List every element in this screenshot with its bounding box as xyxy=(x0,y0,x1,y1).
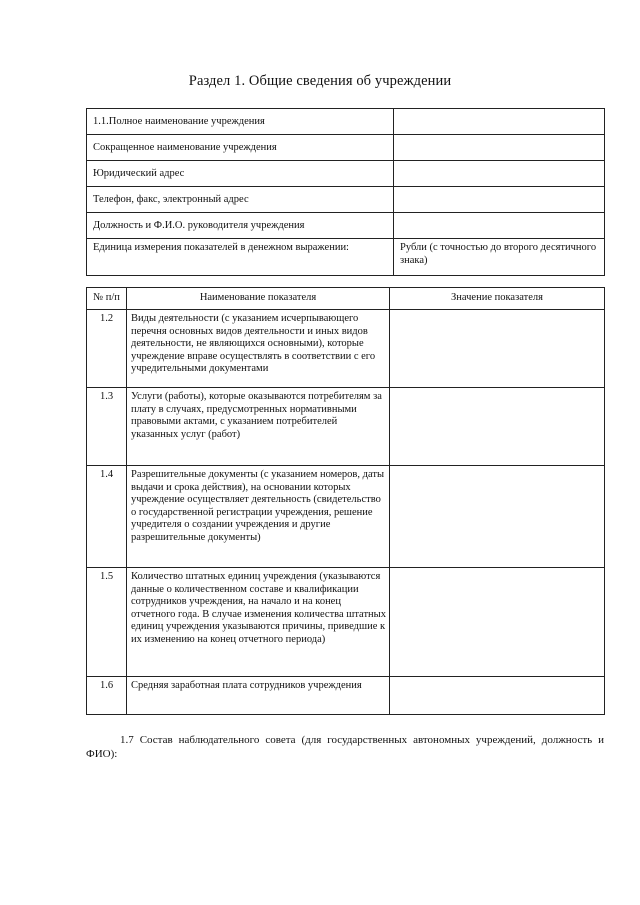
short-name-value xyxy=(394,135,605,161)
legal-address-label: Юридический адрес xyxy=(87,161,394,187)
indicator-value xyxy=(390,568,605,677)
full-name-value xyxy=(394,109,605,135)
indicator-value xyxy=(390,388,605,466)
indicator-name: Средняя заработная плата сотрудников учреждения xyxy=(127,677,390,715)
currency-unit-value: Рубли (с точностью до второго десятичного знака) xyxy=(394,239,605,276)
column-header-number: № п/п xyxy=(87,288,127,310)
general-info-table xyxy=(86,108,605,276)
table-row xyxy=(87,213,605,239)
indicators-table xyxy=(86,287,605,715)
indicator-name: Разрешительные документы (с указанием номеров, даты выдачи и срока действия), на основании которых учреждение осуществляет деятельность (свидетельство о государственной регистрации учреждения, решение учредителя о создании учреждения и другие разрешительные документы) xyxy=(127,466,390,568)
row-number: 1.4 xyxy=(87,466,127,568)
indicator-value xyxy=(390,677,605,715)
table-row xyxy=(87,161,605,187)
indicator-value xyxy=(390,466,605,568)
page-title: Раздел 1. Общие сведения об учреждении xyxy=(188,73,452,89)
column-header-name: Наименование показателя xyxy=(127,288,390,310)
indicator-name: Услуги (работы), которые оказываются потребителям за плату в случаях, предусмотренных нормативными правовыми актами, с указанием потребителей указанных услуг (работ) xyxy=(127,388,390,466)
currency-unit-label: Единица измерения показателей в денежном выражении: xyxy=(87,239,394,276)
indicator-value xyxy=(390,310,605,388)
indicator-name: Количество штатных единиц учреждения (указываются данные о количественном составе и квалификации сотрудников учреждения, на начало и на конец отчетного года. В случае изменения количества штатных единиц учреждения указываются причины, приведшие к их изменению на конец отчетного периода) xyxy=(127,568,390,677)
short-name-label: Сокращенное наименование учреждения xyxy=(87,135,394,161)
table-row xyxy=(87,388,605,466)
table-row xyxy=(87,239,605,276)
row-number: 1.3 xyxy=(87,388,127,466)
row-number: 1.5 xyxy=(87,568,127,677)
table-row xyxy=(87,310,605,388)
legal-address-value xyxy=(394,161,605,187)
table-row xyxy=(87,187,605,213)
supervisory-board-paragraph: 1.7 Состав наблюдательного совета (для государственных автономных учреждений, должность и ФИО): xyxy=(86,734,604,760)
indicator-name: Виды деятельности (с указанием исчерпывающего перечня основных видов деятельности и иных видов деятельности, не являющихся основными), которые учреждение вправе осуществлять в соответствии с его учредительными документами xyxy=(127,310,390,388)
full-name-label: 1.1.Полное наименование учреждения xyxy=(87,109,394,135)
contacts-label: Телефон, факс, электронный адрес xyxy=(87,187,394,213)
table-row xyxy=(87,466,605,568)
row-number: 1.6 xyxy=(87,677,127,715)
table-row xyxy=(87,568,605,677)
table-header-row xyxy=(87,288,605,310)
row-number: 1.2 xyxy=(87,310,127,388)
head-position-value xyxy=(394,213,605,239)
head-position-label: Должность и Ф.И.О. руководителя учреждения xyxy=(87,213,394,239)
contacts-value xyxy=(394,187,605,213)
column-header-value: Значение показателя xyxy=(390,288,605,310)
table-row xyxy=(87,109,605,135)
table-row xyxy=(87,677,605,715)
table-row xyxy=(87,135,605,161)
